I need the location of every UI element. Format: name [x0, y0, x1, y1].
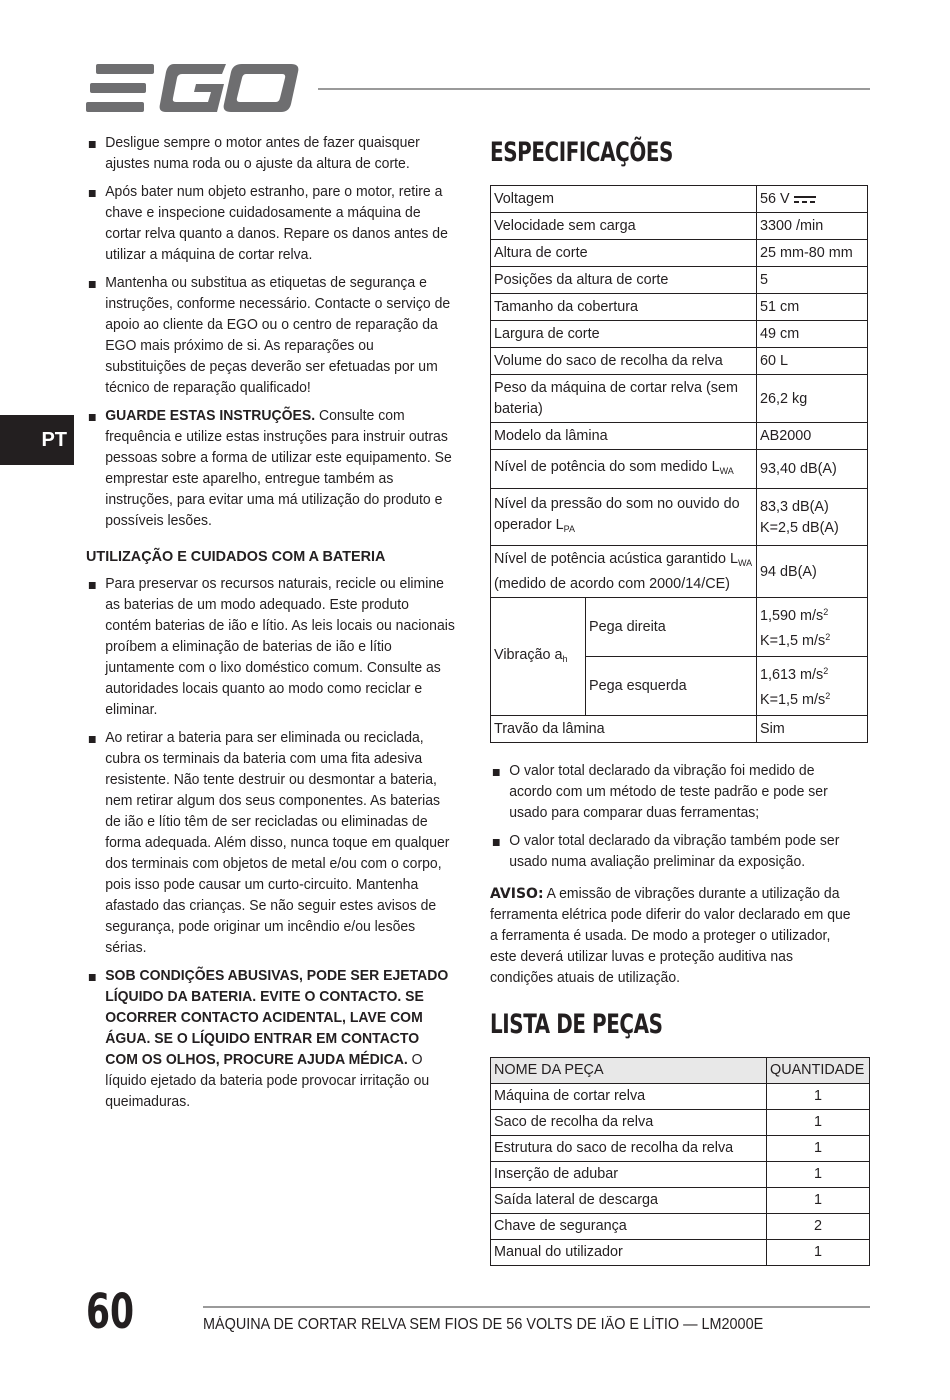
list-item: Para preservar os recursos naturais, recicle ou elimine as baterias de um modo adequado. Este produto contém baterias de ião e lítio. As leis locais ou nacionais proíbem a eliminação de baterias de ião e lítio juntamente com o lixo doméstico comum. Consulte as autoridades locais quanto ao modo como reciclar e eliminar.: [86, 574, 456, 721]
table-row: [491, 1188, 870, 1214]
table-row: [491, 321, 868, 348]
table-row: [491, 1214, 870, 1240]
part-name: Estrutura do saco de recolha da relva: [491, 1136, 767, 1162]
table-row: [491, 1110, 870, 1136]
table-row: [491, 546, 868, 598]
table-row: [491, 294, 868, 321]
spec-value: 93,40 dB(A): [757, 450, 868, 489]
table-header-row: [491, 1058, 870, 1084]
part-quantity: 1: [767, 1084, 870, 1110]
spec-label: Voltagem: [491, 186, 757, 213]
column-header-name: NOME DA PEÇA: [491, 1058, 767, 1084]
spec-value: 51 cm: [757, 294, 868, 321]
list-item: Ao retirar a bateria para ser eliminada ou reciclada, cubra os terminais da bateria com uma fita adesiva resistente. Não tente destruir ou desmontar a bateria, nem retirar algum dos seus componentes. As baterias de ião e lítio têm de ser recicladas ou eliminadas de forma adequada. Além disso, nunca toque em qualquer dos terminais com objetos de metal e/ou com o corpo, pois isso pode causar um curto-circuito. Mantenha afastado das crianças. Se não seguir estes avisos de segurança, pode originar um incêndio e/ou lesões sérias.: [86, 728, 456, 959]
spec-value: Sim: [757, 716, 868, 743]
list-item: O valor total declarado da vibração também pode ser usado numa avaliação preliminar da exposição.: [490, 831, 855, 873]
spec-label: Modelo da lâmina: [491, 423, 757, 450]
part-name: Chave de segurança: [491, 1214, 767, 1240]
spec-value: 26,2 kg: [757, 375, 868, 423]
spec-value: 1,613 $m/s^2$ K=1,5 $m/s^2$: [757, 657, 868, 716]
battery-heading: UTILIZAÇÃO E CUIDADOS COM A BATERIA: [86, 548, 386, 565]
spec-label: Altura de corte: [491, 240, 757, 267]
part-quantity: 1: [767, 1188, 870, 1214]
list-item: [86, 406, 456, 532]
part-quantity: 1: [767, 1110, 870, 1136]
save-instructions-bold: GUARDE ESTAS INSTRUÇÕES.: [105, 408, 316, 424]
vibration-notes: [490, 761, 870, 873]
table-row: [491, 186, 868, 213]
spec-label: Tamanho da cobertura: [491, 294, 757, 321]
part-quantity: 1: [767, 1240, 870, 1266]
table-row: [491, 348, 868, 375]
spec-label: Nível de potência do som medido $L_{WA}$: [491, 450, 757, 489]
part-name: Inserção de adubar: [491, 1162, 767, 1188]
specs-heading: ESPECIFICAÇÕES: [490, 137, 674, 168]
spec-label: Nível de potência acústica garantido $L_{WA}$ (medido de acordo com 2000/14/CE): [491, 546, 757, 598]
spec-label: Velocidade sem carga: [491, 213, 757, 240]
spec-value: 83,3 dB(A) K=2,5 dB(A): [757, 489, 868, 546]
right-column: [490, 133, 870, 1266]
footer-title: MÁQUINA DE CORTAR RELVA SEM FIOS DE 56 VOLTS DE IÃO E LÍTIO — LM2000E: [203, 1316, 764, 1333]
list-item: O valor total declarado da vibração foi medido de acordo com um método de teste padrão e pode ser usado para comparar duas ferramentas;: [490, 761, 855, 824]
warning-label: AVISO:: [490, 885, 544, 902]
spec-label: Travão da lâmina: [491, 716, 757, 743]
part-quantity: 1: [767, 1162, 870, 1188]
spec-label: Largura de corte: [491, 321, 757, 348]
spec-value: 25 mm-80 mm: [757, 240, 868, 267]
warning-paragraph: [490, 883, 855, 989]
table-row: [491, 267, 868, 294]
specs-table: [490, 185, 868, 743]
spec-value: AB2000: [757, 423, 868, 450]
abuse-warning-bold: SOB CONDIÇÕES ABUSIVAS, PODE SER EJETADO LÍQUIDO DA BATERIA. EVITE O CONTACTO. SE OCORRER CONTACTO ACIDENTAL, LAVE COM ÁGUA. SE O LÍQUIDO ENTRAR EM CONTACTO COM OS OLHOS, PROCURE AJUDA MÉDICA.: [105, 968, 449, 1068]
spec-value: 49 cm: [757, 321, 868, 348]
part-name: Máquina de cortar relva: [491, 1084, 767, 1110]
left-column: [86, 133, 471, 1120]
list-item: [86, 966, 456, 1113]
part-quantity: 1: [767, 1136, 870, 1162]
spec-value: 1,590 $m/s^2$ K=1,5 $m/s^2$: [757, 598, 868, 657]
table-row: [491, 1136, 870, 1162]
table-row: [491, 598, 868, 657]
header-rule: [318, 88, 870, 90]
spec-label: Volume do saco de recolha da relva: [491, 348, 757, 375]
abuse-warning-text: O líquido ejetado da bateria pode provocar irritação ou queimaduras.: [105, 1052, 430, 1110]
spec-value: 60 L: [757, 348, 868, 375]
spec-value: 56 V: [757, 186, 868, 213]
spec-label: Posições da altura de corte: [491, 267, 757, 294]
table-row: [491, 450, 868, 489]
part-name: Saída lateral de descarga: [491, 1188, 767, 1214]
spec-label: Vibração $a_h$: [491, 598, 586, 716]
list-item: Desligue sempre o motor antes de fazer quaisquer ajustes numa roda ou o ajuste da altura de corte.: [86, 133, 456, 175]
footer-rule: [203, 1306, 870, 1308]
ego-logo: [86, 62, 300, 114]
warning-text: A emissão de vibrações durante a utilização da ferramenta elétrica pode diferir do valor declarado em que a ferramenta é usada. De modo a proteger o utilizador, este deverá utilizar luvas e proteção auditiva nas condições atuais de utilização.: [490, 886, 851, 986]
page-number: 60: [86, 1284, 135, 1340]
table-row: [491, 1240, 870, 1266]
spec-sublabel: Pega direita: [586, 598, 757, 657]
language-tab: PT: [0, 415, 74, 465]
table-row: [491, 1162, 870, 1188]
table-row: [491, 716, 868, 743]
spec-value: 3300 /min: [757, 213, 868, 240]
dc-symbol-icon: [794, 194, 816, 204]
list-item: Após bater num objeto estranho, pare o motor, retire a chave e inspecione cuidadosamente a máquina de cortar relva quanto a danos. Repare os danos antes de utilizar a máquina de cortar relva.: [86, 182, 456, 266]
spec-sublabel: Pega esquerda: [586, 657, 757, 716]
table-row: [491, 240, 868, 267]
spec-label: Peso da máquina de cortar relva (sem bateria): [491, 375, 757, 423]
spec-value: 94 dB(A): [757, 546, 868, 598]
table-row: [491, 489, 868, 546]
save-instructions-text: Consulte com frequência e utilize estas instruções para instruir outras pessoas sobre a forma de utilizar este equipamento. Se emprestar este aparelho, entregue também as instruções, para evitar uma má utilização do produto e possíveis lesões.: [105, 408, 452, 529]
table-row: [491, 375, 868, 423]
table-row: [491, 1084, 870, 1110]
parts-heading: LISTA DE PEÇAS: [490, 1009, 663, 1040]
table-row: [491, 423, 868, 450]
battery-list: [86, 574, 471, 1113]
part-name: Manual do utilizador: [491, 1240, 767, 1266]
part-quantity: 2: [767, 1214, 870, 1240]
safety-list: [86, 133, 471, 532]
parts-table: [490, 1057, 870, 1266]
column-header-quantity: QUANTIDADE: [767, 1058, 870, 1084]
spec-value: 5: [757, 267, 868, 294]
spec-label: Nível da pressão do som no ouvido do operador $L_{PA}$: [491, 489, 757, 546]
table-row: [491, 213, 868, 240]
list-item: Mantenha ou substitua as etiquetas de segurança e instruções, conforme necessário. Contacte o serviço de apoio ao cliente da EGO ou o centro de reparação da EGO mais próximo de si. As reparações ou substituições de peças deverão ser efetuadas por um técnico de reparação qualificado!: [86, 273, 456, 399]
part-name: Saco de recolha da relva: [491, 1110, 767, 1136]
